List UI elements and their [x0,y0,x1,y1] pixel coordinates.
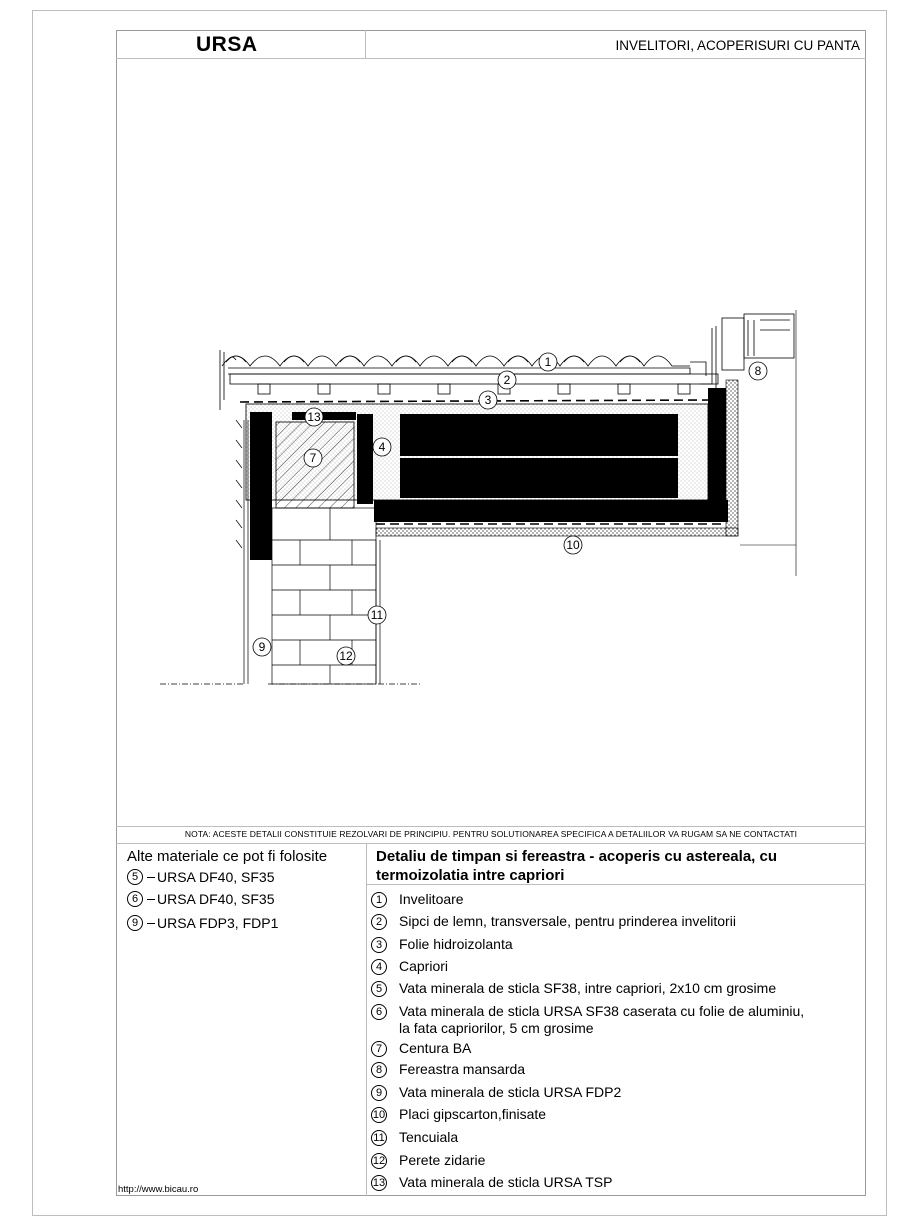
legend-item-text: Vata minerala de sticla URSA TSP [399,1174,613,1190]
waterproof-foil [240,400,712,402]
disclaimer-note: NOTA: ACESTE DETALII CONSTITUIE REZOLVARI DE PRINCIPIU. PENTRU SOLUTIONAREA SPECIFICA A DETALIILOR VA RUGAM SA NE CONTACTATI [184,829,798,839]
legend-item-text: Fereastra mansarda [399,1061,526,1077]
legend-item [371,1106,546,1123]
battens-layer [230,374,718,394]
legend-item [371,913,736,930]
callout-label: 8 [754,364,762,378]
alt-item-text: URSA DF40, SF35 [157,891,275,907]
right-finish [726,380,738,536]
legend-item-text: Centura BA [399,1040,472,1056]
legend-item-number: 13 [371,1175,387,1191]
callout-label: 1 [544,355,552,369]
note-top-line [116,826,866,827]
legend-item [371,1061,525,1078]
legend-item-text: Tencuiala [399,1129,459,1145]
legend-item-text: Folie hidroizolanta [399,936,513,952]
legend-item-number: 3 [371,937,387,953]
legend-title: Detaliu de timpan si fereastra - acoperis cu astereala, cu termoizolatia intre capriori [376,848,778,884]
callout-label: 7 [309,451,317,465]
callout-label: 9 [258,640,266,654]
alt-item [127,891,275,907]
legend-item-number: 8 [371,1062,387,1078]
legend-item-number: 10 [371,1107,387,1123]
alt-item-text: URSA DF40, SF35 [157,869,275,885]
dash-icon [147,899,155,900]
legend-vertical-divider [366,843,367,1196]
legend-item-text: Vata minerala de sticla URSA FDP2 [399,1084,622,1100]
legend-item [371,1152,485,1169]
callout-label: 12 [339,649,353,663]
footer-url[interactable]: http://www.bicau.ro [118,1184,199,1195]
legend-item-number: 12 [371,1153,387,1169]
legend-item-number: 2 [371,914,387,930]
legend-item [371,1174,612,1191]
callout-label: 3 [484,393,492,407]
legend-item [371,1040,471,1057]
legend-item [371,958,448,975]
legend-item-text: Sipci de lemn, transversale, pentru prinderea invelitorii [399,913,736,929]
legend-item-text: Vata minerala de sticla URSA SF38 caserata cu folie de aluminiu, [399,1003,805,1019]
legend-item-text-continued: la fata capriorilor, 5 cm grosime [399,1020,594,1036]
legend-item-text: Perete zidarie [399,1152,486,1168]
legend-item-text: Vata minerala de sticla SF38, intre capriori, 2x10 cm grosime [399,980,777,996]
callout-label: 10 [566,538,580,552]
brand-logo: URSA [196,33,258,56]
legend-item-number: 9 [371,1085,387,1101]
note-bottom-line [116,843,866,844]
legend-item [371,1003,804,1037]
legend-item-text: Invelitoare [399,891,464,907]
alt-item-text: URSA FDP3, FDP1 [157,915,279,931]
legend-item-text: Placi gipscarton,finisate [399,1106,547,1122]
legend-item-number: 4 [371,959,387,975]
legend-item-number: 7 [371,1041,387,1057]
legend-item-number: 6 [371,1004,387,1020]
alt-item [127,869,275,885]
gypsum-board [376,528,738,536]
callout-label: 4 [378,440,386,454]
dash-icon [147,877,155,878]
legend-item [371,980,776,997]
alternatives-heading: Alte materiale ce pot fi folosite [127,848,328,865]
legend-item-text: Capriori [399,958,449,974]
legend-item [371,1084,621,1101]
callout-label: 11 [370,608,384,622]
legend-item [371,936,513,953]
alt-item-number: 9 [127,915,143,931]
alt-item [127,915,278,931]
legend-item [371,1129,458,1146]
alt-item-number: 5 [127,869,143,885]
legend-item-number: 1 [371,892,387,908]
callout-label: 13 [307,410,321,424]
legend-item-number: 11 [371,1130,387,1146]
legend-item [371,891,464,908]
roof-window [690,314,794,388]
dash-icon [147,923,155,924]
sheet-title: INVELITORI, ACOPERISURI CU PANTA [615,38,860,53]
alt-item-number: 6 [127,891,143,907]
legend-item-number: 5 [371,981,387,997]
callout-label: 2 [503,373,511,387]
